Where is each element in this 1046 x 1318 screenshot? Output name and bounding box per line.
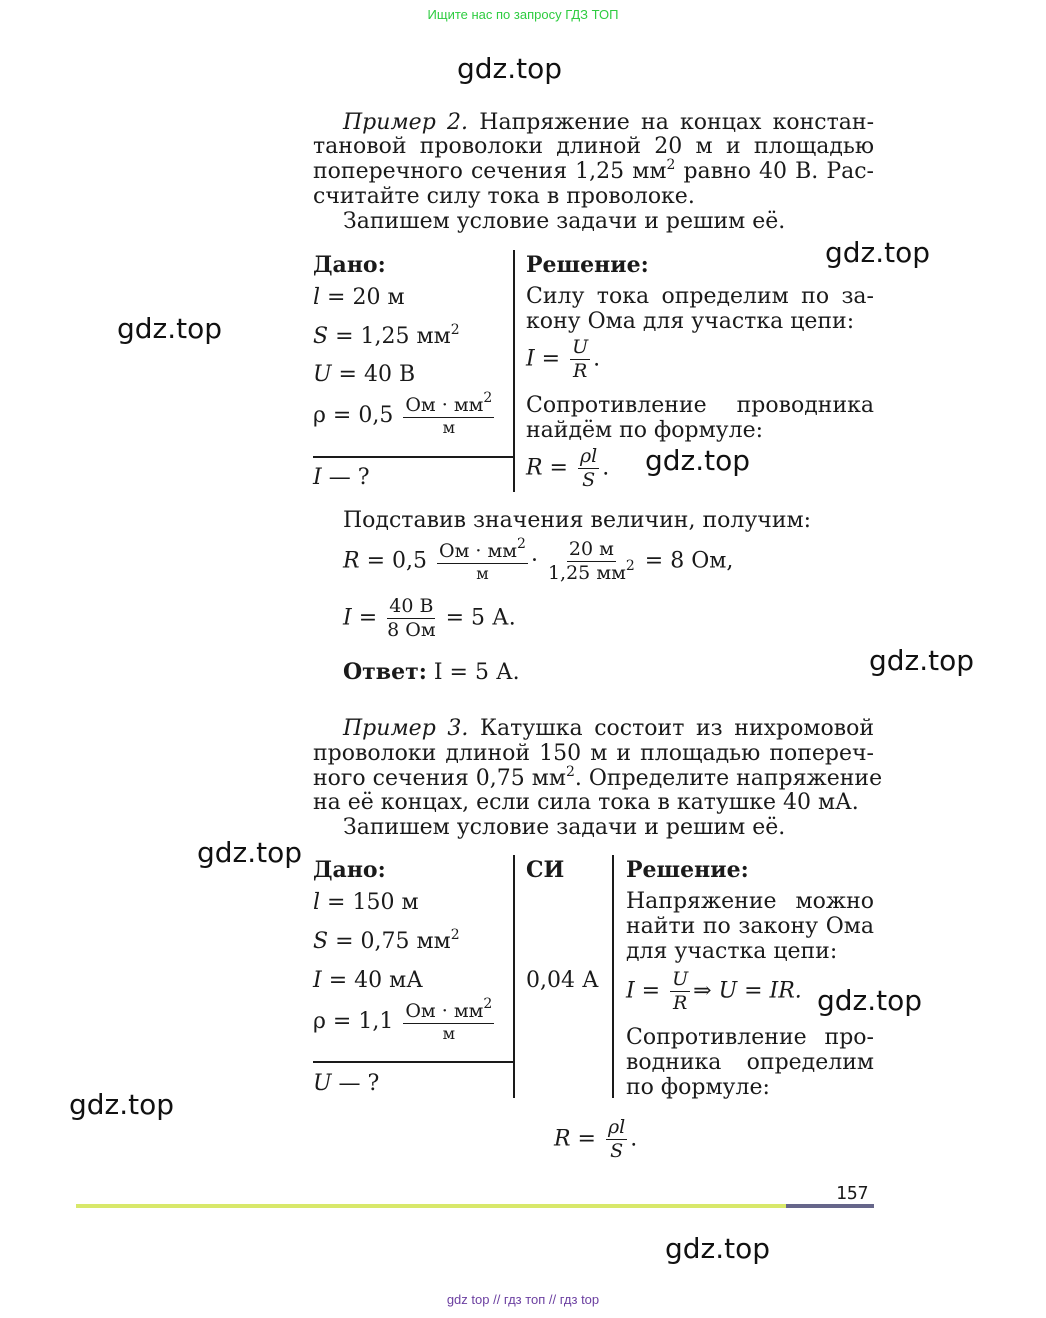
watermark: gdz.top (69, 1088, 175, 1121)
value-fraction: $\frac{40 В}{8 Ом}$ (387, 595, 436, 641)
si-header: СИ (526, 857, 565, 883)
given-underline (313, 1061, 513, 1063)
example3-line2: проволоки длиной 150 м и площадью попереч- (313, 741, 874, 766)
given-resistivity: ρ = 0,5 $\frac{Ом \cdot мм^2}{м}$ (313, 390, 493, 437)
given-underline (313, 456, 513, 458)
example2-line1: Пример 2. Напряжение на концах констан- (343, 110, 874, 135)
resistivity-unit-fraction: $\frac{Ом \cdot мм^2}{м}$ (405, 390, 493, 437)
given-header: Дано: (313, 857, 386, 883)
formula-fraction: $\frac{\rho l}{S}$ (580, 445, 598, 491)
find-current: I — ? (313, 465, 370, 490)
footer-bar (76, 1204, 786, 1208)
solution-line1: Напряжение можно (626, 889, 874, 914)
given-resistivity: ρ = 1,1 $\frac{Ом \cdot мм^2}{м}$ (313, 996, 493, 1043)
solution-line1: Силу тока определим по за- (526, 284, 874, 309)
unit-fraction: $\frac{Ом \cdot мм^2}{м}$ (439, 535, 526, 583)
si-current-value: 0,04 А (526, 968, 599, 993)
search-banner: Ищите нас по запросу ГДЗ ТОП (427, 7, 619, 22)
formula-fraction: $\frac{\rho l}{S}$ (608, 1116, 626, 1162)
given-length: l = 20 м (313, 285, 405, 310)
resistivity-unit-fraction: $\frac{Ом \cdot мм^2}{м}$ (405, 996, 493, 1043)
given-voltage: U = 40 В (313, 362, 416, 387)
solution-header: Решение: (626, 857, 749, 883)
calc-current: I = $\frac{40 В}{8 Ом}$ = 5 А. (343, 595, 516, 641)
solution-line3: Сопротивление проводника (526, 393, 874, 418)
table-vertical-divider (513, 250, 515, 492)
example2-line5: Запишем условие задачи и решим её. (343, 209, 786, 234)
example3-line1: Пример 3. Катушка состоит из нихромовой (343, 716, 874, 741)
given-area: S = 0,75 $мм^2$ (313, 927, 460, 954)
formula-resistance: R = $\frac{\rho l}{S}$ . (554, 1116, 638, 1162)
value-fraction: $\frac{20 м}{1,25 мм^2}$ (547, 538, 635, 584)
answer-line: Ответ: I = 5 А. (343, 659, 520, 685)
watermark: gdz.top (457, 52, 563, 85)
solution-line3: для участка цепи: (626, 939, 838, 964)
watermark: gdz.top (117, 312, 223, 345)
example3-line5: Запишем условие задачи и решим её. (343, 815, 786, 840)
table-vertical-divider (612, 855, 614, 1098)
watermark: gdz.top (665, 1232, 771, 1265)
table-vertical-divider (513, 855, 515, 1098)
watermark: gdz.top (817, 984, 923, 1017)
solution-header: Решение: (526, 252, 649, 278)
formula-fraction: $\frac{U}{R}$ (672, 968, 689, 1014)
solution-line4: Сопротивление про- (626, 1025, 874, 1050)
example2-line3: поперечного сечения 1,25 $мм^2$ равно 40 В. Рас- (313, 157, 874, 184)
find-voltage: U — ? (313, 1071, 380, 1096)
example3-line4: на её концах, если сила тока в катушке 40 мА. (313, 790, 859, 815)
solution-line2: кону Ома для участка цепи: (526, 309, 855, 334)
given-header: Дано: (313, 252, 386, 278)
watermark: gdz.top (645, 444, 751, 477)
footer-bar-accent (786, 1204, 874, 1208)
example2-line2: тановой проволоки длиной 20 м и площадью (313, 134, 874, 159)
given-current: I = 40 мА (313, 968, 423, 993)
formula-ohm-law: I = $\frac{U}{R}$ ⇒ U = IR. (626, 968, 802, 1014)
solution-line2: найти по закону Ома (626, 914, 874, 939)
page-number: 157 (836, 1183, 869, 1204)
substitution-line: Подставив значения величин, получим: (343, 508, 812, 533)
watermark: gdz.top (825, 236, 931, 269)
watermark: gdz.top (197, 836, 303, 869)
solution-line5: водника определим (626, 1050, 874, 1075)
watermark: gdz.top (869, 644, 975, 677)
formula-fraction: $\frac{U}{R}$ (572, 336, 589, 382)
footer-links[interactable]: gdz top // гдз топ // гдз top (446, 1292, 600, 1307)
calc-resistance: R = 0,5 $\frac{Ом \cdot мм^2}{м}$ · $\frac{20 м}{1,25 мм^2}$ = 8 Ом, (343, 535, 734, 584)
solution-line4: найдём по формуле: (526, 418, 764, 443)
formula-resistance: R = $\frac{\rho l}{S}$ . (526, 445, 610, 491)
given-length: l = 150 м (313, 890, 419, 915)
given-area: S = 1,25 $мм^2$ (313, 322, 460, 349)
solution-line6: по формуле: (626, 1075, 770, 1100)
example3-line3: ного сечения 0,75 $мм^2$. Определите напряжение (313, 764, 883, 791)
example2-line4: считайте силу тока в проволоке. (313, 184, 695, 209)
formula-ohm-law: I = $\frac{U}{R}$ . (526, 336, 601, 382)
